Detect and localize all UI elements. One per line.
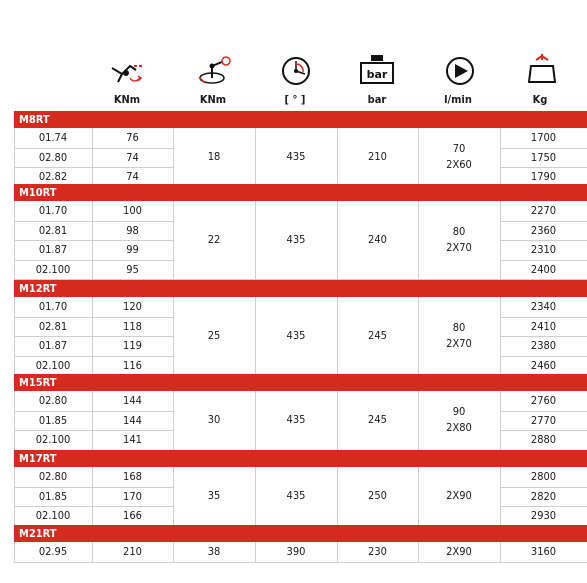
row-divider [500, 411, 587, 412]
cell-code: 01.87 [38, 339, 68, 352]
rotation-torque-icon [108, 56, 148, 90]
cell-weight: 2770 [530, 413, 557, 427]
row-divider [14, 411, 173, 412]
model-band: M10RT [14, 184, 587, 201]
svg-text:bar: bar [366, 68, 388, 81]
cell-weight: 2380 [530, 339, 557, 352]
row-divider [14, 506, 173, 507]
cell-torque: 166 [123, 509, 142, 522]
model-band: M8RT [14, 111, 587, 128]
cell-torque: 74 [126, 170, 139, 183]
cell-flow: 2X90 [446, 489, 472, 503]
cell-code: 02.95 [38, 545, 68, 558]
row-divider [14, 430, 173, 431]
cell-weight: 2800 [530, 470, 557, 483]
row-divider [14, 167, 173, 168]
cell-swing-torque: 38 [207, 544, 221, 558]
unit-swing-torque: KNm [199, 93, 227, 106]
unit-pressure: bar [367, 93, 387, 106]
cell-code: 02.80 [38, 150, 68, 164]
cell-weight: 2310 [530, 243, 557, 256]
unit-flow: l/min [444, 93, 472, 106]
cell-angle: 390 [286, 544, 306, 558]
cell-weight: 2400 [530, 262, 557, 276]
cell-flow: 80 2X70 [446, 225, 472, 254]
swing-torque-icon [196, 54, 236, 88]
cell-code: 01.85 [38, 413, 68, 427]
cell-weight: 2820 [530, 489, 557, 503]
cell-pressure: 250 [368, 489, 387, 503]
cell-code: 01.74 [38, 131, 68, 144]
cell-torque: 144 [123, 413, 142, 427]
cell-weight: 1750 [530, 150, 557, 164]
cell-angle: 435 [286, 233, 306, 246]
unit-weight: Kg [532, 93, 548, 106]
row-divider [500, 260, 587, 261]
cell-swing-torque: 18 [207, 150, 221, 164]
model-band: M21RT [14, 525, 587, 542]
cell-swing-torque: 35 [207, 489, 221, 503]
cell-torque: 76 [126, 131, 139, 144]
row-divider [500, 148, 587, 149]
cell-swing-torque: 22 [207, 233, 221, 246]
weight-icon [522, 52, 562, 86]
cell-code: 02.80 [38, 394, 68, 407]
cell-torque: 99 [126, 243, 139, 256]
cell-weight: 2930 [530, 509, 557, 522]
cell-weight: 2460 [530, 358, 557, 372]
cell-code: 02.100 [35, 358, 71, 372]
cell-torque: 120 [123, 300, 142, 313]
pressure-gauge-icon [357, 53, 397, 87]
row-divider [500, 430, 587, 431]
cell-pressure: 245 [368, 413, 387, 427]
cell-torque: 119 [123, 339, 142, 352]
cell-swing-torque: 25 [207, 329, 221, 342]
row-divider [500, 506, 587, 507]
row-divider [500, 221, 587, 222]
cell-flow: 2X90 [446, 544, 472, 558]
cell-code: 02.81 [38, 223, 68, 237]
cell-torque: 210 [123, 545, 142, 558]
cell-pressure: 230 [368, 544, 387, 558]
row-divider [500, 317, 587, 318]
row-divider [500, 167, 587, 168]
row-divider [500, 487, 587, 488]
cell-code: 02.100 [35, 509, 71, 522]
cell-weight: 2760 [530, 394, 557, 407]
cell-pressure: 245 [368, 329, 387, 342]
cell-torque: 141 [123, 433, 142, 446]
row-divider [14, 317, 173, 318]
cell-code: 01.70 [38, 204, 68, 217]
cell-code: 01.87 [38, 243, 68, 256]
cell-torque: 170 [123, 489, 142, 503]
cell-torque: 100 [123, 204, 142, 217]
cell-torque: 144 [123, 394, 142, 407]
cell-torque: 118 [123, 319, 142, 333]
flow-icon [440, 54, 480, 88]
cell-weight: 2270 [530, 204, 557, 217]
cell-weight: 1700 [530, 131, 557, 144]
cell-weight: 1790 [530, 170, 557, 183]
rotation-angle-icon [276, 54, 316, 88]
cell-pressure: 240 [368, 233, 387, 246]
row-divider [14, 148, 173, 149]
cell-torque: 74 [126, 150, 139, 164]
cell-code: 02.100 [35, 433, 71, 446]
row-divider [14, 356, 173, 357]
unit-angle: [ ° ] [284, 93, 306, 106]
row-divider [500, 356, 587, 357]
row-divider [14, 260, 173, 261]
cell-angle: 435 [286, 329, 306, 342]
cell-swing-torque: 30 [207, 413, 221, 427]
row-divider [14, 221, 173, 222]
row-divider [14, 487, 173, 488]
cell-code: 02.80 [38, 470, 68, 483]
row-divider [14, 562, 587, 563]
cell-weight: 2340 [530, 300, 557, 313]
row-divider [14, 336, 173, 337]
cell-angle: 435 [286, 489, 306, 503]
cell-weight: 2410 [530, 319, 557, 333]
row-divider [14, 240, 173, 241]
cell-flow: 90 2X80 [446, 405, 472, 435]
model-band: M15RT [14, 374, 587, 391]
cell-pressure: 210 [368, 150, 387, 164]
cell-angle: 435 [286, 413, 306, 427]
cell-code: 02.82 [38, 170, 68, 183]
cell-torque: 98 [126, 223, 139, 237]
cell-flow: 80 2X70 [446, 321, 472, 350]
cell-code: 01.70 [38, 300, 68, 313]
cell-weight: 2880 [530, 433, 557, 446]
row-divider [500, 240, 587, 241]
unit-torque: KNm [113, 93, 141, 106]
cell-code: 02.81 [38, 319, 68, 333]
cell-flow: 70 2X60 [446, 142, 472, 172]
cell-code: 02.100 [35, 262, 71, 276]
model-band: M17RT [14, 450, 587, 467]
cell-torque: 168 [123, 470, 142, 483]
cell-torque: 95 [126, 262, 139, 276]
cell-code: 01.85 [38, 489, 68, 503]
cell-angle: 435 [286, 150, 306, 164]
cell-torque: 116 [123, 358, 142, 372]
model-band: M12RT [14, 280, 587, 297]
cell-weight: 2360 [530, 223, 557, 237]
row-divider [500, 336, 587, 337]
cell-weight: 3160 [530, 545, 557, 558]
